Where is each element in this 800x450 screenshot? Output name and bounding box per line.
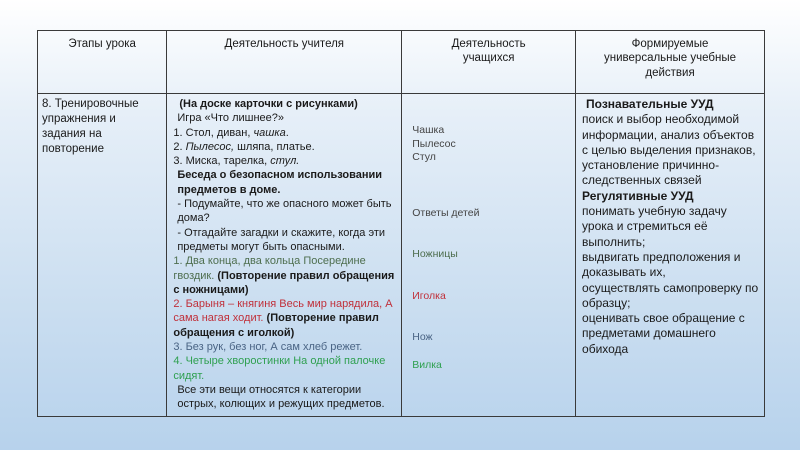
answer-8: Вилка [412,359,442,371]
riddle-2 [173,297,397,340]
text: 1. Стол, диван, [173,126,254,139]
uud-text-5: оценивать свое обращение с предметами домашнего обихода [582,311,745,356]
header-row [38,31,765,94]
answer-7: Нож [412,331,433,343]
answer-4: Ответы детей [412,207,480,219]
text-italic: стул. [270,155,300,168]
teacher-l9: Все эти вещи относятся к категории острых, колющих и режущих предметов. [177,383,385,411]
teacher-l3: 1. Стол, диван, чашка. [173,126,289,139]
answer-1: Чашка [412,124,445,136]
header-teacher: Деятельность учителя [167,31,402,94]
header-uud [576,31,765,94]
answer-6: Иголка [412,290,446,302]
teacher-l1: (На доске карточки с рисунками) [179,98,358,110]
text: 3. Миска, тарелка, [173,155,271,168]
header-uud-text: Формируемые универсальные учебные действия [604,38,736,79]
riddle-4: 4. Четыре хворостинки На одной палочке сидят. [173,355,386,382]
text: 2. Барыня – княгиня Весь мир нарядила, А сама нагая ходит. [173,298,393,325]
riddle-1 [173,254,397,297]
stage-cell: 8. Тренировочные упражнения и задания на повторение [38,94,167,417]
uud-text-3: выдвигать предположения и доказывать их, [582,249,741,280]
header-students [402,31,576,94]
text-bold: (Повторение правил обращения с ножницами) [173,269,395,296]
uud-cognitive-title: Познавательные УУД [586,97,714,111]
teacher-l7: - Подумайте, что же опасного может быть дома? [177,198,392,225]
text: 1. Два конца, два кольца Посередине гвоздик. [173,255,366,282]
riddle-3: 3. Без рук, без ног, А сам хлеб режет. [173,341,363,354]
table-row [38,94,765,417]
text-italic: Пылесос, [185,140,235,153]
teacher-l5 [173,154,397,168]
teacher-l8: - Отгадайте загадки и скажите, когда эти предметы могут быть опасными. [177,226,386,253]
teacher-l4 [173,140,397,154]
text: 2. [173,140,186,153]
answer-5: Ножницы [412,248,458,260]
answer-3: Стул [412,151,436,163]
teacher-l2: Игра «Что лишнее?» [177,112,285,125]
lesson-table [37,30,765,417]
text: шляпа, платье. [234,140,315,153]
teacher-l6: Беседа о безопасном использовании предметов в доме. [177,169,383,196]
uud-text-2: понимать учебную задачу урока и стремиться её выполнить; [582,204,727,249]
teacher-cell [167,94,402,417]
text-bold: (Повторение правил обращения с иголкой) [173,312,379,339]
header-students-text: Деятельность учащихся [451,38,526,65]
uud-text-4: осуществлять самопроверку по образцу; [582,280,759,310]
uud-cell [576,94,765,417]
uud-cognitive-text: поиск и выбор необходимой информации, анализ объектов с целью выделения признаков, установление причинно-следственных связей [582,112,756,188]
uud-regulatory-title: Регулятивные УУД [582,188,694,203]
text-italic: чашка [253,126,286,139]
answer-2: Пылесос [412,137,456,150]
students-cell [402,94,576,417]
header-stage: Этапы урока [38,31,167,94]
